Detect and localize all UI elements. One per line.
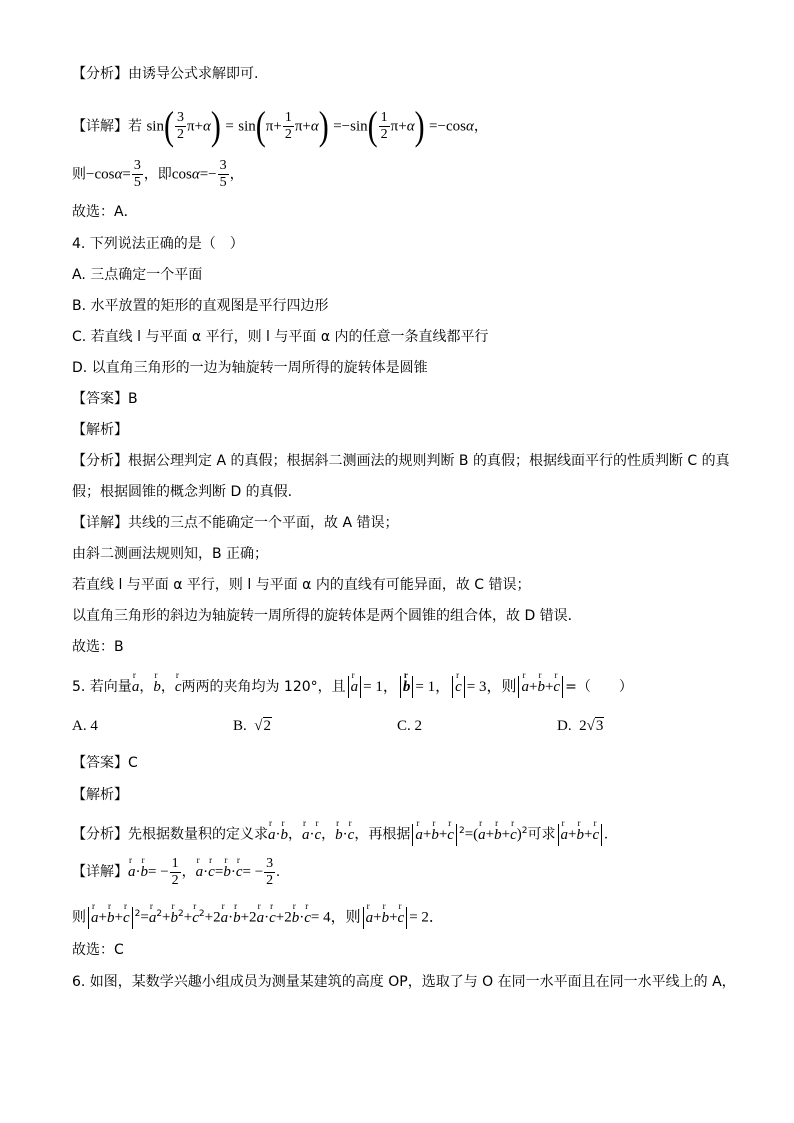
sin-fn: sin <box>146 118 164 135</box>
vector-c: r c <box>236 855 243 889</box>
abs-bar <box>601 824 602 846</box>
vector-a: r a <box>257 906 265 930</box>
coef: 2 <box>579 718 587 734</box>
alpha-symbol: α <box>191 166 200 183</box>
option-label: D. <box>557 718 572 734</box>
eq-minus: = − <box>148 864 169 880</box>
eq-sign: = <box>429 118 438 135</box>
vector-b: r b <box>537 675 545 699</box>
sqrt-2: √2 <box>254 718 271 734</box>
q4-analysis-2: 假；根据圆锥的概念判断 D 的真假. <box>72 484 293 500</box>
q4-answer: 【答案】B <box>72 391 138 407</box>
abs-bar <box>406 907 407 929</box>
q4-option-b: B. 水平放置的矩形的直观图是平行四边形 <box>72 298 329 314</box>
abs-bar <box>558 824 559 846</box>
q5-option-d <box>557 716 604 736</box>
stem-prefix: 5. 若向量 <box>72 679 132 695</box>
q3-detail <box>72 103 488 149</box>
vector-b: r b <box>403 675 411 699</box>
vector-b: r b <box>292 906 300 930</box>
vector-b: r b <box>494 823 502 847</box>
alpha-symbol: α <box>310 118 319 135</box>
vector-b: r b <box>382 906 390 930</box>
stem-mid: 两两的夹角均为 120°，且 <box>181 679 346 695</box>
analysis-label: 【分析】 <box>72 66 128 82</box>
q4-jiexi: 【解析】 <box>72 422 128 438</box>
detail-text: 共线的三点不能确定一个平面，故 A 错误； <box>128 515 399 531</box>
then-prefix: 则 <box>72 166 86 183</box>
plus-sign: + <box>273 118 282 135</box>
q5-jiexi: 【解析】 <box>72 787 128 803</box>
vector-b: r b <box>141 855 149 889</box>
q4-detail-4: 以直角三角形的斜边为轴旋转一周所得的旋转体是两个圆锥的组合体，故 D 错误． <box>72 608 582 624</box>
vector-c: r c <box>592 823 599 847</box>
vector-c: r c <box>123 906 130 930</box>
eq-3: = 3，则 <box>466 679 517 695</box>
eq-sign: = <box>225 118 234 135</box>
abs-bar <box>518 676 519 698</box>
sqrt-3: √3 <box>586 718 604 734</box>
vector-a: r a <box>91 906 99 930</box>
analysis-label: 【分析】 <box>72 453 128 469</box>
detail-label: 【详解】 <box>72 515 128 531</box>
comma: ， <box>473 118 488 135</box>
abs-bar <box>363 907 364 929</box>
q4-option-d: D. 以直角三角形的一边为轴旋转一周所得的旋转体是圆锥 <box>72 360 428 376</box>
abs-bar <box>360 676 361 698</box>
abs-bar <box>562 676 563 698</box>
vector-a: r a <box>268 823 276 847</box>
q5-answer: 【答案】C <box>72 755 138 771</box>
plus-sign: + <box>302 118 311 135</box>
vector-a: r a <box>149 906 157 930</box>
vector-a: r a <box>478 823 486 847</box>
eq-sign: = <box>333 118 342 135</box>
q4-stem: 4. 下列说法正确的是（ ） <box>72 236 244 252</box>
stem-end: =（ ） <box>565 679 633 695</box>
pi-symbol: π <box>390 118 399 135</box>
q5-option-b <box>233 716 272 736</box>
cos-fn: cos <box>445 118 466 135</box>
abs-bar <box>456 824 457 846</box>
q4-option-c: C. 若直线 l 与平面 α 平行，则 l 与平面 α 内的任意一条直线都平行 <box>72 329 489 345</box>
abs-bar <box>412 824 413 846</box>
pi-symbol: π <box>294 118 303 135</box>
cos-fn: cos <box>171 166 192 183</box>
then-prefix: 则 <box>72 909 86 926</box>
plus-sign: + <box>194 118 204 135</box>
vector-a: r a <box>132 675 140 699</box>
q5-then: 则r a+r b+r c $^2$=r $a^2+r$ $b^2+r$ $c^2+2r$ a·r b+2r a·r c+2r b·r c= 4，则r a+r b+r c = 2． <box>72 902 444 926</box>
eq-minus: = − <box>242 864 264 880</box>
minus-sign: − <box>86 166 95 183</box>
vector-b: r b <box>576 823 584 847</box>
vector-c: r c <box>510 823 517 847</box>
q4-detail-2: 由斜二测画法规则知，B 正确； <box>72 546 269 562</box>
vector-a: r a <box>561 823 569 847</box>
vector-c: r c <box>553 675 560 699</box>
vector-c: r c <box>398 906 405 930</box>
abs-bar <box>464 676 465 698</box>
minus-sign: − <box>208 166 217 183</box>
frac-1-2: $\frac{1}{2}$ <box>380 110 388 142</box>
vector-a: r a <box>521 675 529 699</box>
vector-a: r a <box>196 855 204 889</box>
q3-analysis <box>72 64 258 84</box>
paren-close: ) <box>210 103 221 149</box>
cos-fn: cos <box>94 166 115 183</box>
vector-b: r b <box>431 823 439 847</box>
paren-open: ( <box>255 103 266 149</box>
comma: ， <box>229 166 244 183</box>
alpha-symbol: α <box>203 118 211 135</box>
q5-option-a: A. 4 <box>72 718 98 734</box>
alpha-symbol: α <box>465 118 474 135</box>
q4-choose: 故选：B <box>72 639 124 655</box>
q4-option-a: A. 三点确定一个平面 <box>72 267 203 283</box>
plus-sign: + <box>398 118 407 135</box>
analysis-text: 根据公理判定 A 的真假；根据斜二测画法的规则判断 B 的真假；根据线面平行的性质判断 C 的真 <box>128 453 730 469</box>
vector-c: r c <box>315 823 322 847</box>
q5-choose: 故选：C <box>72 942 124 958</box>
analysis-c: 可求 <box>527 826 556 843</box>
vector-b: r b <box>223 855 231 889</box>
q5-detail: 【详解】r a·r b= − $\frac{1}{2}$ ，r a·r c=r b·r c= − $\frac{3}{2}$ . <box>72 855 280 889</box>
vector-b: r b <box>171 906 179 930</box>
sep: ， <box>181 864 196 880</box>
vector-a: r a <box>415 823 423 847</box>
abs-bar <box>412 676 413 698</box>
vector-a: r a <box>302 823 310 847</box>
detail-label: 【详解】 <box>72 864 128 880</box>
q3-answer: 故选：A． <box>72 204 138 220</box>
abs-bar <box>132 907 133 929</box>
frac-3-2: $\frac{3}{2}$ <box>176 110 184 142</box>
sin-fn: sin <box>238 118 256 135</box>
vector-b: r b <box>281 823 289 847</box>
abs-bar <box>452 676 453 698</box>
vector-a: r a <box>221 906 229 930</box>
pi-symbol: π <box>265 118 274 135</box>
q5-stem: 5. 若向量r a，r b，r c两两的夹角均为 120°，且r a = 1，r b = 1，r c = 3，则r a+r b+r c =（ ） <box>72 675 633 699</box>
paren-open: ( <box>367 103 378 149</box>
minus-sign: − <box>341 118 351 135</box>
eq-2: = 1， <box>415 679 451 695</box>
minus-sign: − <box>437 118 446 135</box>
q5-analysis: 【分析】先根据数量积的定义求r a·r b，r a·r c，r b·r c，再根据r a+r b+r c $^2$=(r a+r b+r c)$^2$可求r a+r b+r c . <box>72 819 608 843</box>
option-label: B. <box>233 718 247 734</box>
vector-c: r c <box>348 823 355 847</box>
analysis-text: 由诱导公式求解即可. <box>128 66 259 82</box>
frac-3-5: $\frac{3}{5}$ <box>133 158 141 190</box>
paren-close: ) <box>318 103 329 149</box>
q4-detail-3: 若直线 l 与平面 α 平行，则 l 与平面 α 内的直线有可能异面，故 C 错误； <box>72 577 531 593</box>
vector-a: r a <box>128 855 136 889</box>
q4-detail-1 <box>72 513 398 533</box>
eq-sign: = <box>122 166 131 183</box>
alpha-symbol: α <box>114 166 123 183</box>
q4-analysis-1 <box>72 451 730 471</box>
vector-c: r c <box>192 906 199 930</box>
vector-c: r c <box>447 823 454 847</box>
vector-b: r b <box>153 675 161 699</box>
analysis-a: 先根据数量积的定义求 <box>128 826 268 843</box>
q6-stem: 6. 如图，某数学兴趣小组成员为测量某建筑的高度 OP，选取了与 O 在同一水平面且在同一水平线上的 A， <box>72 974 736 990</box>
q3-then <box>72 158 244 188</box>
vector-c: r c <box>304 906 311 930</box>
sum-expansion: = 4，则 <box>310 909 361 926</box>
sep: ， <box>139 679 154 695</box>
q5-option-c: C. 2 <box>397 718 423 734</box>
eq-sign: = <box>199 166 209 183</box>
ji-text: ，即 <box>143 166 172 183</box>
vector-c: r c <box>175 675 182 699</box>
vector-a: r a <box>366 906 374 930</box>
paren-open: ( <box>163 103 174 149</box>
vector-b: r b <box>233 906 241 930</box>
sin-fn: sin <box>350 118 368 135</box>
abs-bar <box>348 676 349 698</box>
final: = 2． <box>409 909 444 926</box>
vector-b: r b <box>107 906 115 930</box>
pi-symbol: π <box>186 118 195 135</box>
eq-1: = 1， <box>363 679 398 695</box>
detail-label: 【详解】 <box>72 118 128 135</box>
vector-c: r c <box>208 855 215 889</box>
frac-3-2: $\frac{3}{2}$ <box>266 855 274 888</box>
alpha-symbol: α <box>406 118 415 135</box>
vector-c: r c <box>455 675 462 699</box>
frac-1-2: $\frac{1}{2}$ <box>284 110 292 142</box>
sep: ， <box>321 826 336 843</box>
paren-close: ) <box>414 103 425 149</box>
frac-3-5: $\frac{3}{5}$ <box>219 158 227 190</box>
vector-b: r b <box>335 823 343 847</box>
sep: ， <box>288 826 302 843</box>
analysis-b: ，再根据 <box>354 826 411 843</box>
analysis-label: 【分析】 <box>72 826 128 843</box>
sep: ， <box>160 679 175 695</box>
vector-a: r a <box>351 675 359 699</box>
abs-bar <box>400 676 401 698</box>
detail-ruo: 若 <box>128 118 142 135</box>
vector-c: r c <box>269 906 276 930</box>
frac-1-2: $\frac{1}{2}$ <box>171 855 179 888</box>
abs-bar <box>88 907 89 929</box>
